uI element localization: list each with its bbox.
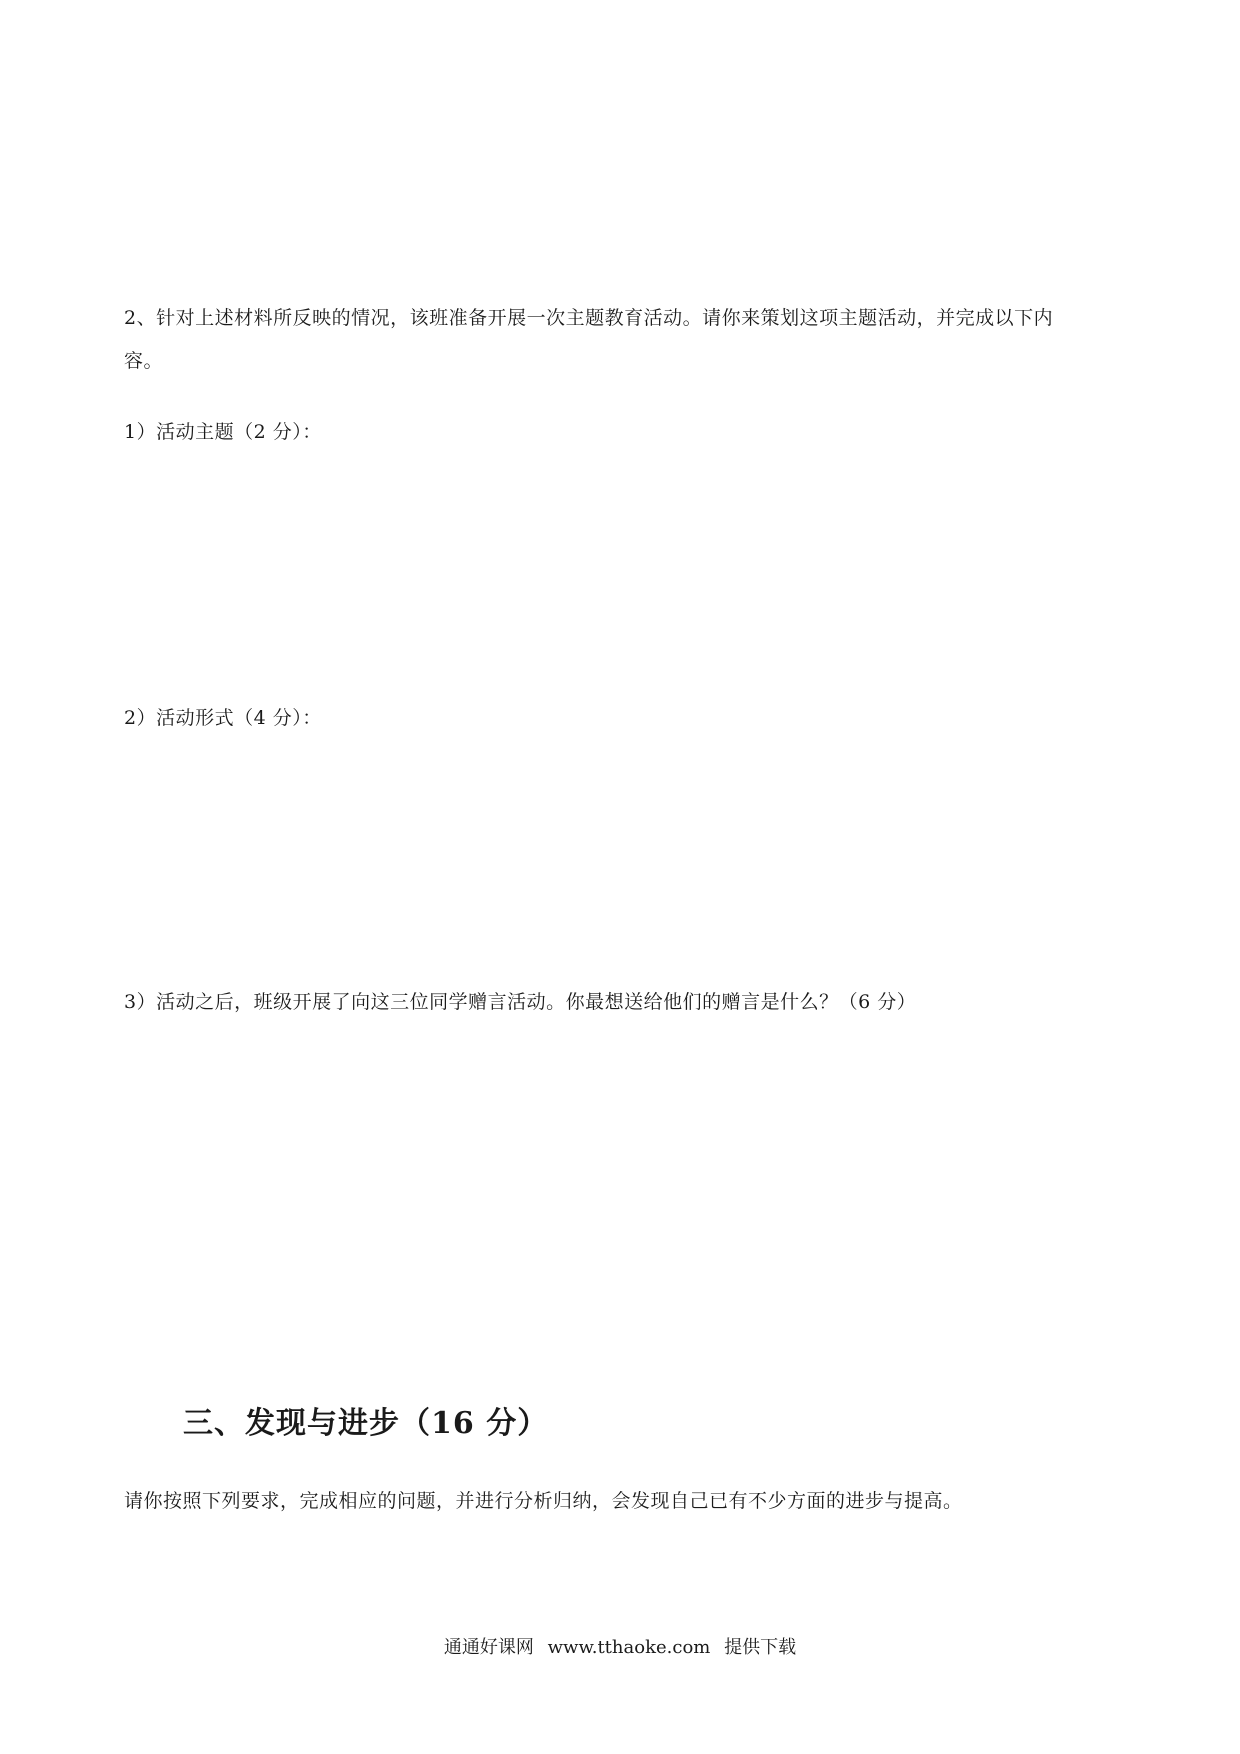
section-3-description: 请你按照下列要求，完成相应的问题，并进行分析归纳，会发现自己已有不少方面的进步与提高。 <box>124 1490 963 1512</box>
question-2-intro-line-2: 容。 <box>124 350 164 372</box>
sub-question-farewell-message: 3）活动之后，班级开展了向这三位同学赠言活动。你最想送给他们的赠言是什么？（6 分） <box>124 991 917 1013</box>
sub-question-activity-theme: 1）活动主题（2 分）： <box>124 421 322 443</box>
page-footer <box>0 1636 1240 1660</box>
footer-url[interactable]: www.tthaoke.com <box>547 1637 711 1658</box>
footer-suffix: 提供下载 <box>724 1637 797 1658</box>
footer-site-name: 通通好课网 <box>443 1637 534 1658</box>
question-2-intro-line-1: 2、针对上述材料所反映的情况，该班准备开展一次主题教育活动。请你来策划这项主题活动，并完成以下内 <box>124 307 1054 329</box>
section-3-title: 三、发现与进步（16 分） <box>183 1406 549 1441</box>
sub-question-activity-form: 2）活动形式（4 分）： <box>124 707 322 729</box>
